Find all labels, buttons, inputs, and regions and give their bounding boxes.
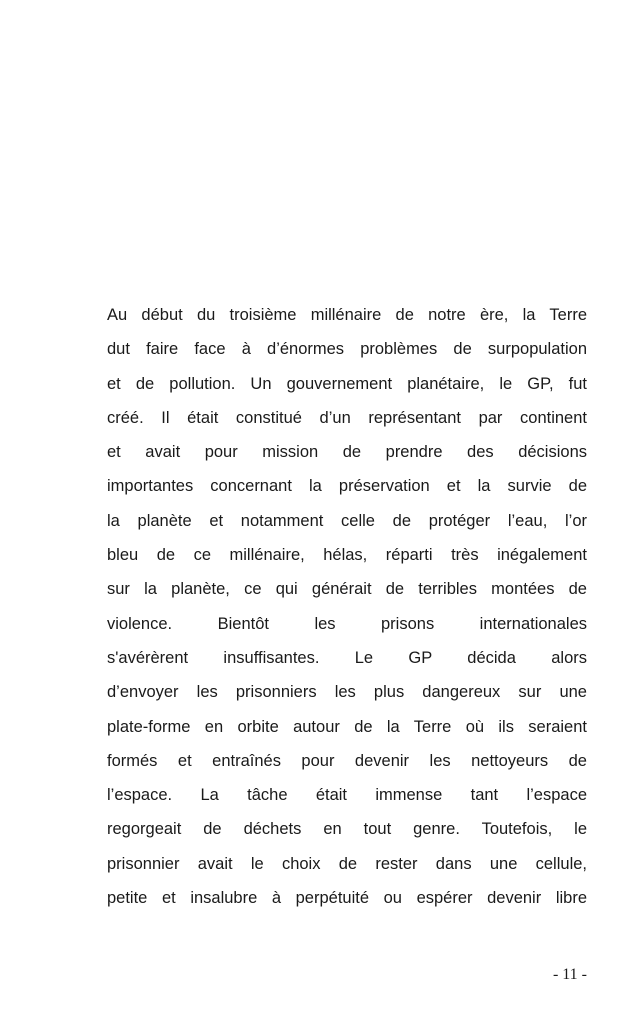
text-line: l’espace. La tâche était immense tant l’espace [107,786,587,805]
text-line: d’envoyer les prisonniers les plus dangereux sur une [107,683,587,702]
text-line: Au début du troisième millénaire de notre ère, la Terre [107,306,587,324]
text-line: sur la planète, ce qui générait de terribles montées de [107,580,587,599]
text-line: prisonnier avait le choix de rester dans une cellule, [107,854,587,873]
text-line: s'avérèrent insuffisantes. Le GP décida alors [107,648,587,667]
text-line: et avait pour mission de prendre des décisions [107,443,587,462]
text-line: regorgeait de déchets en tout genre. Toutefois, le [107,820,587,839]
page-number: - 11 - [552,966,587,983]
text-line: importantes concernant la préservation et la survie de [107,477,587,496]
text-line: petite et insalubre à perpétuité ou espérer devenir libre [107,889,587,908]
text-line: violence. Bientôt les prisons internationales [107,614,587,633]
text-line: la planète et notamment celle de protéger l’eau, l’or [107,511,587,530]
text-line: créé. Il était constitué d’un représentant par continent [107,408,587,427]
text-line: et de pollution. Un gouvernement planétaire, le GP, fut [107,374,587,393]
text-line: formés et entraînés pour devenir les nettoyeurs de [107,751,587,770]
text-line: plate-forme en orbite autour de la Terre où ils seraient [107,717,587,736]
text-line: bleu de ce millénaire, hélas, réparti très inégalement [107,546,587,565]
body-paragraph [107,298,587,915]
text-line: dut faire face à d’énormes problèmes de surpopulation [107,340,587,359]
